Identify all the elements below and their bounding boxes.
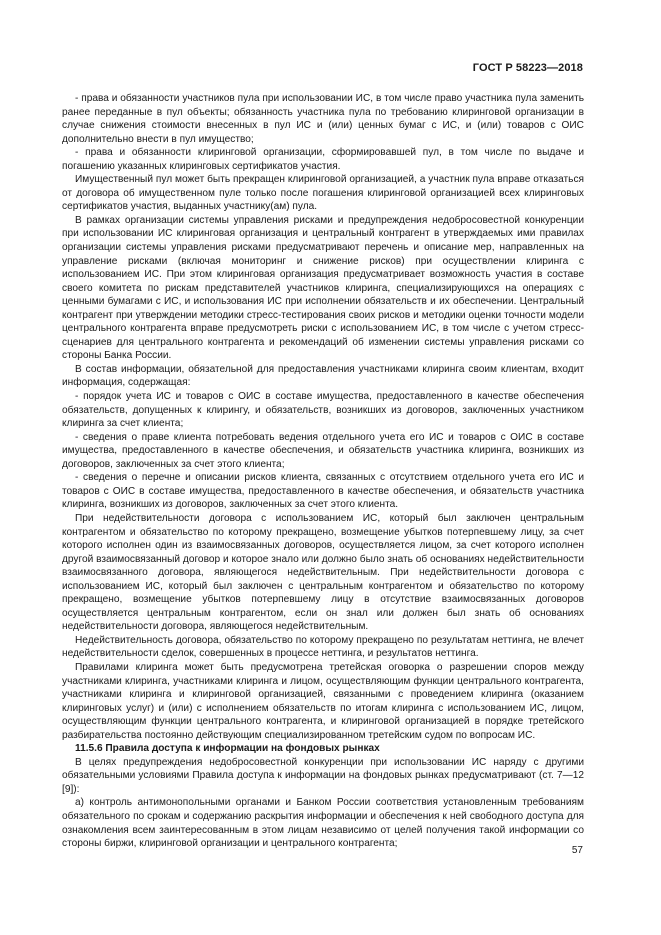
list-item-accounting-order: - порядок учета ИС и товаров с ОИС в составе имущества, предоставленного в качестве обеспечения обязательств, допущенных к клирингу, и обязательств, возникших из договоров, заключенных участником клиринга за счет клиента; (62, 391, 584, 430)
paragraph-pool-termination: Имущественный пул может быть прекращен клиринговой организацией, а участник пула вправе отказаться от договора об имущественном пуле только после погашения клиринговой организацией всех клиринговых сертификатов участия, выданных участнику(ам) пула. (62, 174, 584, 213)
list-item-antimonopoly-control: а) контроль антимонопольными органами и Банком России соответствия установленным требованиям обязательного по срокам и содержанию раскрытия информации и обеспечения к ней свободного доступа для ознакомления всем заинтересованным в этом лицам независимо от целей получения такой информации со стороны биржи, клиринговой организации и центрального контрагента; (62, 797, 584, 850)
paragraph-access-rules: В целях предупреждения недобросовестной конкуренции при использовании ИС наряду с другими обязательными условиями Правила доступа к информации на фондовых рынках предусматривают (ст. 7—12 [9]): (62, 756, 584, 795)
page-number: 57 (571, 845, 583, 856)
list-item-pool-rights: - права и обязанности участников пула при использовании ИС, в том числе право участника пула заменить ранее переданные в пул объекты; обязанность участника пула по требованию клиринговой организации в случае снижения стоимости внесенных в пул ИС и (или) ценных бумаг с ИС, и (или) товаров с ОИС дополнительно внести в пул имущество; (62, 93, 584, 145)
paragraph-arbitration: Правилами клиринга может быть предусмотрена третейская оговорка о разрешении споров между участниками клиринга, участниками клиринга и лицом, осуществляющим функции центрального контрагента, участниками клиринга и клиринговой организацией, связанными с проведением клиринга (оказанием клиринговых услуг) и (или) с исполнением обязательств по итогам клиринга с использованием ИС, лицом, осуществляющим функции центрального контрагента, и клиринговой организацией в порядке третейского разбирательства постоянно действующим специализированном третейским судом по вопросам ИС. (62, 661, 584, 741)
standard-header: ГОСТ Р 58223—2018 (472, 62, 583, 74)
section-heading: 11.5.6 Правила доступа к информации на фондовых рынках (75, 743, 380, 755)
list-item-clearing-org-rights: - права и обязанности клиринговой организации, сформировавшей пул, в том числе по выдаче и погашению указанных клиринговых сертификатов участия. (62, 147, 584, 172)
paragraph-contract-invalidity: При недействительности договора с использованием ИС, который был заключен центральным контрагентом и обязательство по которому прекращено, возмещение убытков потерпевшему лицу, за счет которого исполнен один из взаимосвязанных договоров, осуществляется лицом, за счет которого исполнен другой взаимосвязанный договор и которое знало или должно было знать об основаниях недействительности взаимосвязанного договора, являющегося недействительным. При недействительности договора с использованием ИС, который был заключен с центральным контрагентом и обязательство по которому прекращено, возмещение убытков потерпевшему лицу в отсутствие взаимосвязанных договоров осуществляется центральным контрагентом, если он знал или должен был знать об основаниях недействительности договора, являющегося недействительным. (62, 512, 584, 633)
list-item-separate-accounting: - сведения о праве клиента потребовать ведения отдельного учета его ИС и товаров с ОИС в составе имущества, предоставленного в качестве обеспечения, и обязательств участника клиринга, возникших из договоров, заключенных за счет этого клиента; (62, 431, 584, 470)
document-body (62, 92, 584, 851)
list-item-client-risks: - сведения о перечне и описании рисков клиента, связанных с отсутствием отдельного учета его ИС и товаров с ОИС в составе имущества, предоставленного в качестве обеспечения, и обязательств участника клиринга, возникших из договоров, заключенных за счет этого клиента. (62, 472, 584, 511)
paragraph-client-information: В состав информации, обязательной для предоставления участниками клиринга своим клиентам, входит информация, содержащая: (62, 363, 584, 389)
paragraph-risk-management: В рамках организации системы управления рисками и предупреждения недобросовестной конкуренции при использовании ИС клиринговая организация и центральный контрагент в утверждаемых ими правилах организации системы управления рисками предусматривают перечень и описание мер, направленных на управление рисками (включая мониторинг и снижение рисков) при осуществлении клиринга с использованием ИС. При этом клиринговая организация предусматривает возможность участия в составе своего комитета по рискам представителей участников клиринга, специализирующихся на операциях с ценными бумагами с ИС, и использования ИС при исполнении обязательств и их обеспечении. Центральный контрагент при утверждении методики стресс-тестирования своих рисков и методики оценки точности модели центрального контрагента вправе предусмотреть риски с использованием ИС, в том числе с учетом стресс-сценариев для центрального контрагента и рекомендаций об изменении системы управления рисками со стороны Банка России. (62, 214, 584, 362)
paragraph-netting: Недействительность договора, обязательство по которому прекращено по результатам неттинга, не влечет недействительности сделок, совершенных в процессе неттинга, и результатов неттинга. (62, 634, 584, 660)
